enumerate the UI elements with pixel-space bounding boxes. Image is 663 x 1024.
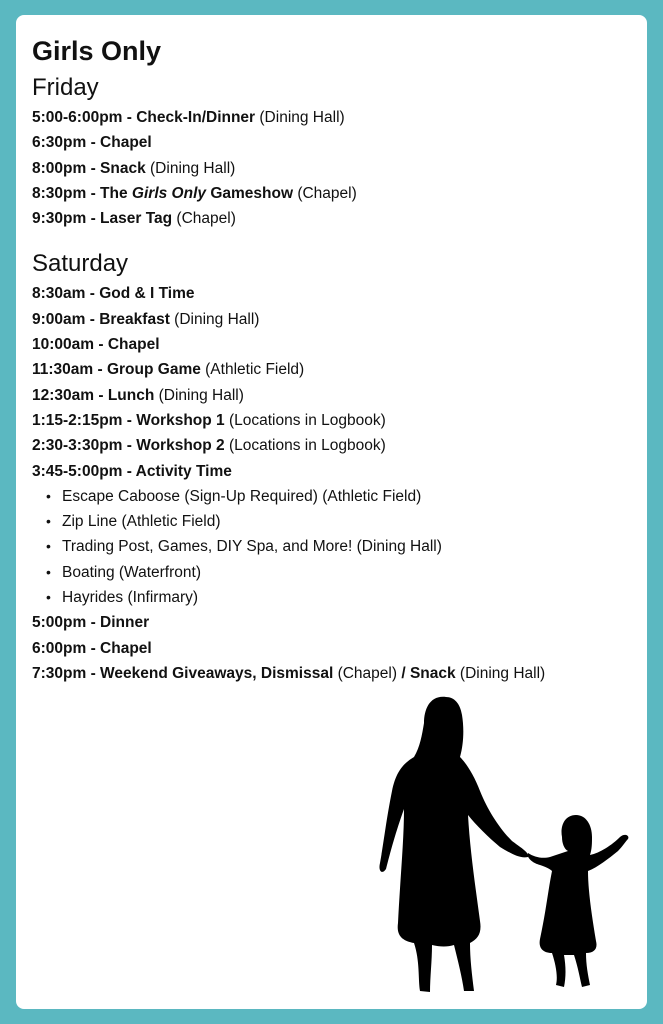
page-title: Girls Only — [32, 36, 162, 66]
event-time-title: 11:30am - Group Game — [32, 361, 201, 379]
event-time-title: 5:00pm - Dinner — [32, 614, 150, 632]
bullet-icon: • — [46, 563, 51, 580]
event-location: (Dining Hall) — [455, 664, 546, 682]
schedule-row — [32, 636, 637, 661]
event-title-part: Gameshow — [206, 184, 294, 202]
event-location: (Chapel) — [172, 210, 236, 228]
friday-list — [32, 105, 637, 231]
schedule-row — [32, 357, 637, 382]
schedule-row — [32, 307, 637, 332]
mother-daughter-silhouette-image — [360, 691, 632, 995]
schedule-row — [32, 130, 637, 155]
activity-item — [32, 560, 637, 585]
event-location: (Dining Hall) — [169, 310, 260, 328]
event-time-title: 12:30am - Lunch — [32, 386, 155, 404]
event-time-title: 6:00pm - Chapel — [32, 639, 152, 657]
event-time-title: 7:30pm - Weekend Giveaways, Dismissal — [32, 664, 334, 682]
schedule-row — [32, 281, 637, 306]
day-heading-friday: Friday — [32, 74, 99, 101]
saturday-list — [32, 281, 637, 686]
mother-silhouette — [379, 697, 528, 992]
event-time-title: 6:30pm - Chapel — [32, 134, 152, 152]
activity-label: Zip Line (Athletic Field) — [62, 513, 221, 531]
event-location: (Dining Hall) — [145, 159, 236, 177]
event-time-title: 9:30pm - Laser Tag — [32, 210, 173, 228]
event-time-title: 9:00am - Breakfast — [32, 310, 170, 328]
bullet-icon: • — [46, 513, 51, 530]
event-title-italic: Girls Only — [131, 184, 207, 202]
event-time-title: 5:00-6:00pm - Check-In/Dinner — [32, 109, 256, 126]
schedule-content — [32, 35, 637, 686]
activity-label: Hayrides (Infirmary) — [62, 589, 199, 607]
schedule-row — [32, 105, 637, 130]
day-heading-saturday: Saturday — [32, 250, 129, 278]
daughter-silhouette — [528, 815, 629, 987]
event-time-title: 3:45-5:00pm - Activity Time — [32, 462, 232, 480]
schedule-row — [32, 610, 637, 635]
event-time-title: 8:30am - God & I Time — [32, 285, 195, 303]
activity-label: Trading Post, Games, DIY Spa, and More! (Dining Hall) — [62, 538, 442, 556]
bullet-icon: • — [46, 538, 51, 555]
schedule-row — [32, 156, 637, 181]
event-separator: / — [401, 664, 406, 682]
bullet-icon: • — [46, 589, 51, 606]
activity-item — [32, 585, 637, 610]
activity-item — [32, 534, 637, 559]
schedule-row — [32, 181, 637, 206]
activity-item — [32, 509, 637, 534]
schedule-card — [16, 15, 647, 1009]
schedule-row-final — [32, 661, 637, 686]
bullet-icon: • — [46, 487, 51, 504]
event-time-title: 2:30-3:30pm - Workshop 2 — [32, 437, 225, 455]
activity-label: Escape Caboose (Sign-Up Required) (Athletic Field) — [62, 487, 422, 505]
event-location: (Chapel) — [333, 664, 402, 682]
event-location: (Locations in Logbook) — [224, 437, 386, 455]
event-location: (Dining Hall) — [255, 109, 345, 126]
schedule-row — [32, 433, 637, 458]
event-time-title: 8:00pm - Snack — [32, 159, 146, 177]
schedule-row — [32, 459, 637, 484]
event-time-title: 10:00am - Chapel — [32, 336, 160, 354]
schedule-row — [32, 206, 637, 231]
schedule-row — [32, 408, 637, 433]
event-time-title: 1:15-2:15pm - Workshop 1 — [32, 411, 225, 429]
event-location: (Locations in Logbook) — [224, 411, 386, 429]
event-location: (Dining Hall) — [154, 386, 244, 404]
event-location: (Chapel) — [293, 184, 357, 202]
event-time-title: Snack — [405, 664, 456, 682]
event-location: (Athletic Field) — [200, 361, 305, 379]
event-title-part: 8:30pm - The — [32, 184, 132, 202]
schedule-row — [32, 383, 637, 408]
activity-item — [32, 484, 637, 509]
schedule-row — [32, 332, 637, 357]
activity-label: Boating (Waterfront) — [62, 563, 201, 581]
event-time-title — [32, 185, 293, 202]
